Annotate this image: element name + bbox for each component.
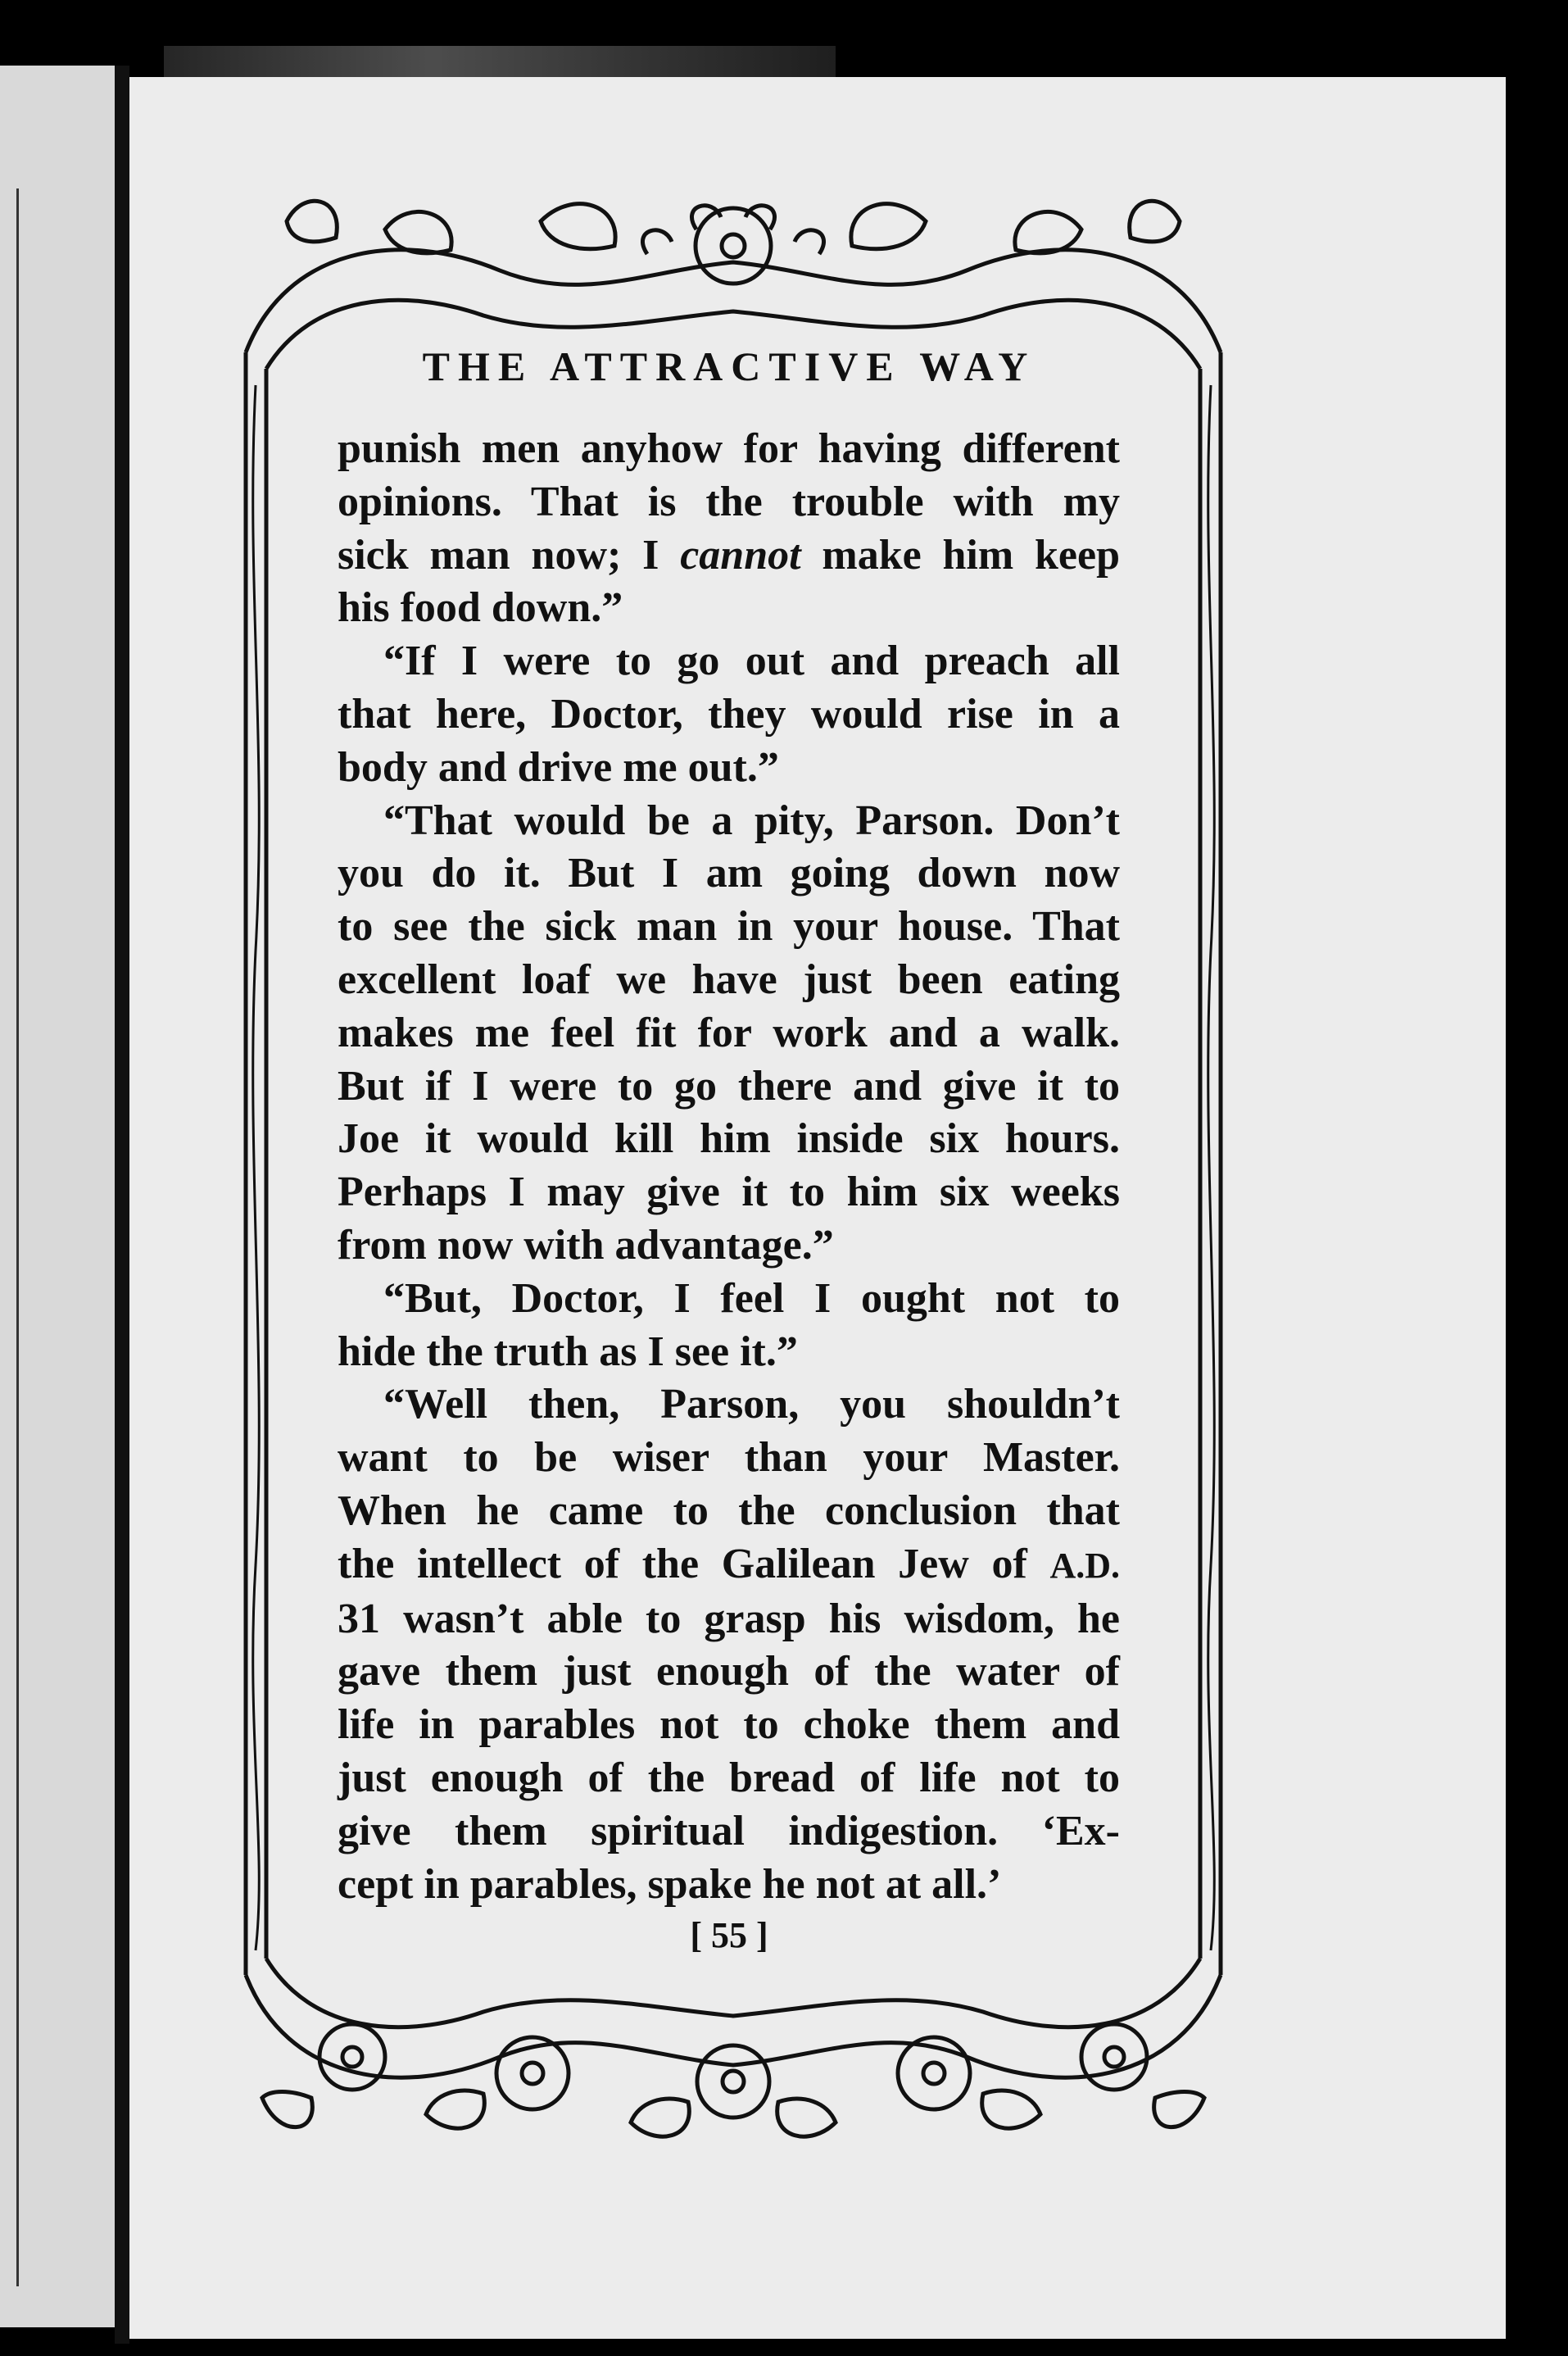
text-line: excellent loaf we have just been eating (338, 956, 1120, 1003)
text-line: hide the truth as I see it.” (338, 1328, 798, 1375)
text-line: give them spiritual indigestion. ‘Ex- (338, 1807, 1120, 1854)
text-line: When he came to the conclusion that (338, 1487, 1120, 1534)
paragraph (338, 1273, 1120, 1326)
text-line: Joe it would kill him inside six hours. (338, 1115, 1120, 1163)
text-line: to see the sick man in your house. That (338, 903, 1120, 951)
paragraph-end (338, 742, 1120, 795)
paragraph-end (338, 582, 1120, 635)
paragraph-end (338, 1326, 1120, 1379)
paragraph (338, 1378, 1120, 1858)
text-line: “If I were to go out and preach all (383, 638, 1120, 685)
text-line: life in parables not to choke them and (338, 1701, 1120, 1749)
text-line: the intellect of the Galilean Jew of A.D. (338, 1540, 1120, 1587)
text-line: that here, Doctor, they would rise in a (338, 690, 1120, 738)
body-text (338, 423, 1120, 1911)
text-line: makes me feel fit for work and a walk. (338, 1009, 1120, 1056)
paragraph (338, 795, 1120, 1219)
facing-page-edge (0, 66, 115, 2327)
text-line: just enough of the bread of life not to (338, 1754, 1120, 1801)
text-line: 31 wasn’t able to grasp his wisdom, he (338, 1595, 1120, 1642)
paragraph-end (338, 1219, 1120, 1273)
text-line: sick man now; I cannot make him keep (338, 531, 1120, 579)
text-line: Perhaps I may give it to him six weeks (338, 1169, 1120, 1216)
text-line: body and drive me out.” (338, 743, 779, 791)
text-line: opinions. That is the trouble with my (338, 478, 1120, 525)
text-line: punish men anyhow for having different (338, 425, 1120, 472)
text-line: gave them just enough of the water of (338, 1648, 1120, 1696)
text-line: from now with advantage.” (338, 1221, 834, 1269)
running-head: THE ATTRACTIVE WAY (422, 343, 1036, 389)
paragraph (338, 423, 1120, 582)
text-line: you do it. But I am going down now (338, 850, 1120, 897)
facing-page-border (0, 188, 19, 2286)
text-line: But if I were to go there and give it to (338, 1062, 1120, 1110)
text-line: cept in parables, spake he not at all.’ (338, 1860, 1002, 1908)
text-line: his food down.” (338, 584, 623, 632)
paragraph-end (338, 1859, 1120, 1912)
text-line: want to be wiser than your Master. (338, 1434, 1120, 1482)
text-line: “But, Doctor, I feel I ought not to (383, 1274, 1120, 1322)
text-line: “That would be a pity, Parson. Don’t (383, 797, 1120, 844)
paragraph (338, 635, 1120, 742)
book-gutter (115, 66, 129, 2344)
text-line: “Well then, Parson, you shouldn’t (383, 1381, 1120, 1428)
page-number: [ 55 ] (690, 1915, 768, 1955)
